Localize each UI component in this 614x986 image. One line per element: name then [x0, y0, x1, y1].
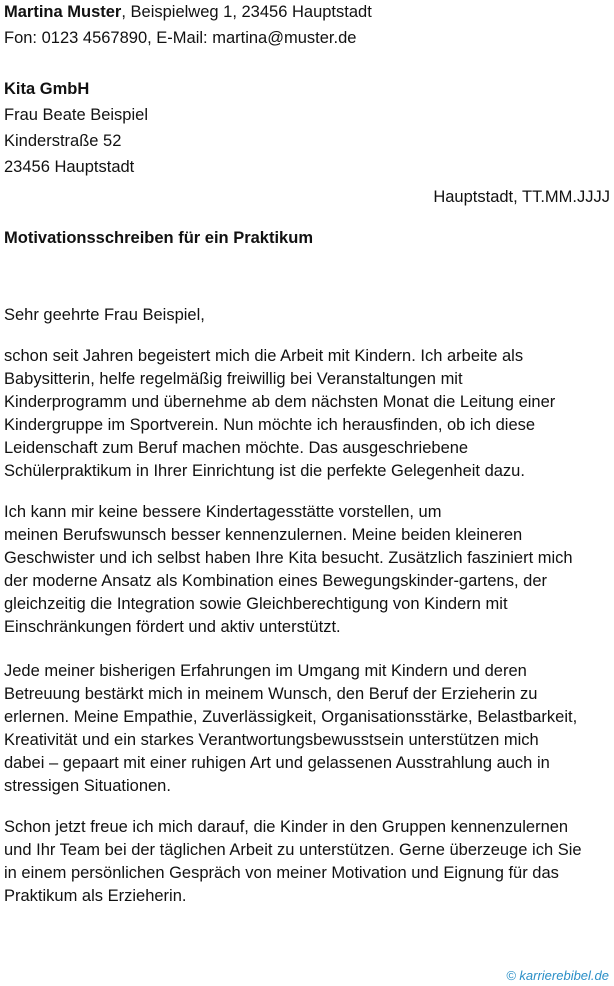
paragraph-line: Kindergruppe im Sportverein. Nun möchte ich herausfinden, ob ich diese [4, 416, 536, 434]
paragraph-line: in einem persönlichen Gespräch von meiner Motivation und Eignung für das [4, 864, 559, 882]
paragraph-line: Betreuung bestärkt mich in meinem Wunsch, den Beruf der Erzieherin zu [4, 685, 538, 703]
letter-subject: Motivationsschreiben für ein Praktikum [4, 229, 313, 247]
paragraph-line: Ich kann mir keine bessere Kindertagesstätte vorstellen, um [4, 503, 442, 521]
body-paragraph [4, 816, 612, 908]
paragraph-line: schon seit Jahren begeistert mich die Arbeit mit Kindern. Ich arbeite als [4, 347, 524, 365]
recipient-company: Kita GmbH [4, 80, 90, 98]
recipient-person: Frau Beate Beispiel [4, 106, 148, 124]
paragraph-line: meinen Berufswunsch besser kennenzulernen. Meine beiden kleineren [4, 526, 523, 544]
paragraph-line: stressigen Situationen. [4, 777, 171, 795]
paragraph-line: erlernen. Meine Empathie, Zuverlässigkeit, Organisationsstärke, Belastbarkeit, [4, 708, 578, 726]
sender-block [4, 0, 604, 52]
paragraph-line: Kreativität und ein starkes Verantwortungsbewusstsein unterstützen mich [4, 731, 539, 749]
sender-line [4, 0, 604, 26]
recipient-block [4, 76, 604, 180]
copyright-footer: © karrierebibel.de [506, 968, 609, 983]
recipient-street: Kinderstraße 52 [4, 132, 122, 150]
body-paragraph [4, 660, 612, 798]
letter-salutation: Sehr geehrte Frau Beispiel, [4, 306, 205, 324]
recipient-city: 23456 Hauptstadt [4, 158, 135, 176]
paragraph-line: Jede meiner bisherigen Erfahrungen im Umgang mit Kindern und deren [4, 662, 527, 680]
paragraph-line: Babysitterin, helfe regelmäßig freiwillig bei Veranstaltungen mit [4, 370, 463, 388]
paragraph-line: Schülerpraktikum in Ihrer Einrichtung ist die perfekte Gelegenheit dazu. [4, 462, 525, 480]
paragraph-line: Leidenschaft zum Beruf machen möchte. Das ausgeschriebene [4, 439, 469, 457]
body-paragraph [4, 501, 612, 639]
sender-contact: Fon: 0123 4567890, E-Mail: martina@muster.de [4, 29, 357, 47]
body-paragraph [4, 345, 612, 483]
sender-name: Martina Muster [4, 3, 122, 21]
paragraph-line: Geschwister und ich selbst haben Ihre Kita besucht. Zusätzlich fasziniert mich [4, 549, 573, 567]
paragraph-line: der moderne Ansatz als Kombination eines Bewegungskinder-gartens, der [4, 572, 547, 590]
paragraph-line: gleichzeitig die Integration sowie Gleichberechtigung von Kindern mit [4, 595, 508, 613]
paragraph-line: Praktikum als Erzieherin. [4, 887, 187, 905]
paragraph-line: Kinderprogramm und übernehme ab dem nächsten Monat die Leitung einer [4, 393, 556, 411]
paragraph-line: und Ihr Team bei der täglichen Arbeit zu unterstützen. Gerne überzeuge ich Sie [4, 841, 582, 859]
letter-date: Hauptstadt, TT.MM.JJJJ [433, 188, 610, 206]
paragraph-line: Einschränkungen fördert und aktiv unterstützt. [4, 618, 341, 636]
paragraph-line: dabei – gepaart mit einer ruhigen Art und gelassenen Ausstrahlung auch in [4, 754, 550, 772]
sender-address: , Beispielweg 1, 23456 Hauptstadt [121, 3, 372, 21]
paragraph-line: Schon jetzt freue ich mich darauf, die Kinder in den Gruppen kennenzulernen [4, 818, 569, 836]
